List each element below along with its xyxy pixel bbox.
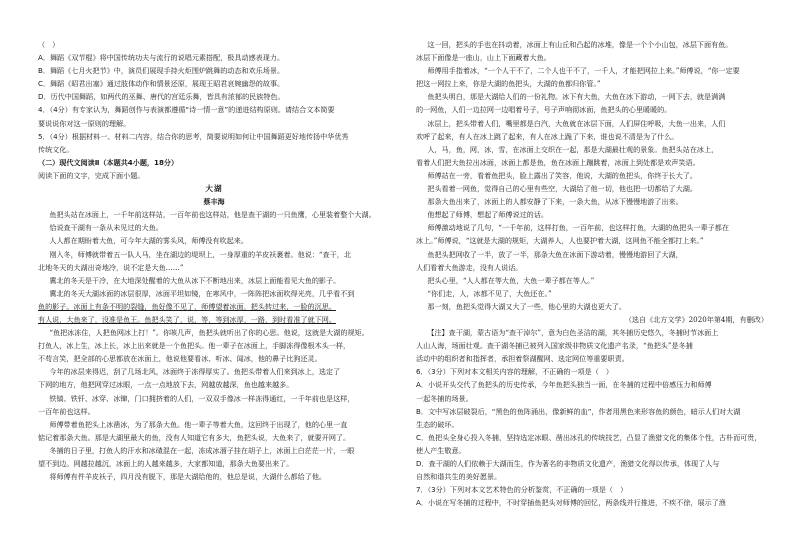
option-d: D．历代中国舞蹈，如两代的巫舞、唐代的宫廷乐舞，皆具有浓郁的民族特色。: [38, 92, 285, 102]
question-5-line1: 5．（4分）根据材料一、材料二内容，结合你的思考，简要说明如何让中国舞蹈更好地传扬中华优秀: [38, 131, 349, 141]
q7-option-a: A．小说在写冬捕的过程中，不时穿插鱼把头对师傅的回忆，两条线并行推进，不疾不徐，展示了渔: [416, 498, 726, 508]
paragraph: 把头看着一网鱼，觉得自己的心里有些空，大湖给了他一切，他也把一切都给了大湖。: [427, 184, 697, 194]
paragraph: 冬捕的日子里，打鱼人的汗水和冰碴混在一起，冻成冰溜子挂在胡子上，冰面上白茫茫一片，一眼: [49, 445, 355, 455]
paragraph-cont: 看着人们把大鱼拉出冰面，冰面上都是鱼，鱼在冰面上蹦跳着，冰面上到处都是欢声笑语。: [416, 157, 700, 167]
paragraph: 师傅站在一旁，看着鱼把头，脸上露出了笑容，他说，大湖的鱼把头，你终于长大了。: [427, 170, 697, 180]
paragraph-cont: 望不到边。网越拉越沉，冰面上的人越来越多，大家都知道，那条大鱼要出来了。: [38, 459, 294, 468]
paragraph: 冰层上，把头带着人们，嘴里都是白汽，大鱼就在冰层下面，人们屏住呼吸，大鱼一出来，人们: [427, 118, 726, 128]
question-stem: （ ）: [38, 40, 60, 49]
paragraph: 将师傅有件羊皮袄子，四月没有脱下，那是大湖给他的，他总是说，大湖什么都给了他。: [49, 472, 327, 482]
question-7: 7．（3分）下列对本文艺术特色的分析鉴赏，不正确的一项是（ ）: [416, 485, 628, 495]
paragraph-cont: 冰上。”师傅说，“这就是大湖的规矩，大湖养人，人也要护着大湖，这网鱼不能全都打上来。”: [416, 236, 704, 246]
paragraph-cont: 打鱼人，冰上生，冰上长，冰上出来就是一个鱼把头。他一辈子在冰面上，手脚冻得像根木头一样，: [38, 341, 351, 351]
q6-option-d-cont: 自然和谐共生的美好愿景。: [416, 472, 502, 482]
footnote: 【注】查干湖，蒙古语为“查干淖尔”，意为白色圣洁的湖，其冬捕历史悠久，冬捕时节冰面上: [427, 328, 719, 338]
paragraph: 人，马，鱼，网，冰，雪，在冰面上交织在一起，那是大湖最壮观的景象。鱼把头站在冰上，: [427, 144, 719, 154]
paragraph-cont: 北地冬天的大湖出奇地冷，说不定是大鱼……”: [38, 262, 184, 272]
story-title: 大湖: [205, 184, 223, 194]
q6-option-c: C．鱼把头全身心投入冬捕，坚持选定冰眼、凿出冰孔的传统技艺，凸显了渔猎文化的集体个性，古朴而可贵，: [416, 432, 762, 442]
paragraph-cont: 惦记着那条大鱼。那是大湖里最大的鱼，没有人知道它有多大，鱼把头说，大鱼来了，就要开网了。: [38, 432, 351, 442]
q6-option-d: D．查干湖的人们依赖于大湖而生，作为著名的非物质文化遗产，渔猎文化得以传承，体现了人与: [416, 459, 720, 468]
q6-option-a-cont: 一起冬捕的场景。: [416, 393, 473, 403]
q6-option-b-cont: 生态的破坏。: [416, 419, 459, 429]
paragraph: “你们走，人，冰都不见了，大鱼还在。”: [427, 288, 552, 298]
paragraph: 鱼把头站在冰面上，一千年前这样站，一百年前也这样站，他是查干湖的一只鱼鹰，心里装着整个大湖。: [49, 210, 376, 220]
question-6: 6．（3分）下列对本文相关内容的理解，不正确的一项是（ ）: [416, 367, 614, 377]
footnote-cont: 活动中的组织者和指挥者，承担着祭湖醒网、选定网位等重要职责。: [416, 354, 629, 364]
paragraph-cont: 的一网鱼，人们一边拉网一边唱着号子，号子声响彻冰面，鱼把头的心里暖暖的。: [416, 105, 672, 115]
q6-option-b: B．文中写冰层破裂后，“黑色的鱼阵涌出，像新鲜的血”，作者用黑色来形容鱼的颜色，暗示人们对大湖: [416, 406, 741, 416]
underlined-text: 鱼的影子。冰面上有条不明的裂缝，鱼好像不见了，师傅望着冰面，把头转过来，一脸的沉思。: [38, 301, 336, 311]
source-reference: （选自《北方文学》2020年第4期，有删改）: [624, 314, 768, 324]
paragraph: 那一刻，鱼把头觉得大湖又大了一些，他心里的大湖也更大了。: [427, 301, 626, 311]
left-column: [38, 38, 390, 483]
option-c: C．舞蹈《昭君出塞》通过肢体动作和情景还原，展现王昭君哀婉幽怨的故事。: [38, 79, 285, 89]
q6-option-c-cont: 使人产生敬意。: [416, 445, 466, 455]
question-4-line2: 要说说你对这一原则的理解。: [38, 118, 131, 128]
paragraph-cont: 欢呼了起来，有人在冰上跳了起来，有人在冰上跪了下来，谁也说不清是为了什么。: [416, 131, 679, 141]
paragraph: “鱼把冰冻住，人把鱼网冰上打！”。你咳几声，鱼把头就听出了你的心思。他说，这就是大湖的规矩。: [49, 328, 369, 338]
paragraph: 师傅激动地说了几句，“一千年前，这样打鱼，一百年前，也这样打鱼，大湖的鱼把头一辈子都在: [427, 223, 729, 233]
underlined-text: 有人说，大鱼来了，没准是鱼王。鱼把头笑了，说，等，等到冰厚，一路，到时看准了就下网。: [38, 314, 336, 324]
paragraph: 师傅带着鱼把头上冰凿冰，为了那条大鱼。他一辈子等着大鱼，这回终于出现了，他的心里一直: [49, 419, 348, 429]
option-b: B．舞蹈《七月火把节》中，演员们展现手持火炬围炉跳舞的动态和欢乐场景。: [38, 66, 285, 76]
paragraph: 鱼把头把网收了一半，放了一半，那条大鱼在冰面下游动着，慢慢地游回了大湖，: [427, 249, 683, 259]
paragraph-cont: 人们看着大鱼游走，没有人说话。: [416, 262, 523, 272]
paragraph-cont: 冰层下面像是一座山，山上下面藏着大鱼。: [416, 53, 551, 63]
paragraph-cont: 把这一网拉上来，你是大湖的鱼把头，大湖的鱼都归你管。”: [416, 79, 601, 89]
paragraph: 鱼把头明白，那是大湖给人们的一份礼物。冰下有大鱼，大鱼在冰下游动，一网下去，就是满满: [427, 92, 726, 102]
instruction: 阅读下面的文字，完成下面小题。: [38, 170, 145, 180]
paragraph: 他想起了师傅，想起了师傅说过的话。: [427, 210, 548, 220]
footnote-cont: 人山人海，场面壮观。查干湖冬捕已被列入国家级非物质文化遗产名录，“鱼把头”是冬捕: [416, 341, 693, 351]
paragraph: 恰说查干湖有一条从未见过的大鱼。: [49, 223, 163, 233]
paragraph: 把头心里，“人人都在等大鱼，大鱼一辈子都在等人。”: [427, 275, 595, 285]
q6-option-a: A．小说开头交代了鱼把头的历史传承，今年鱼把头独当一面，在冬捕的过程中倍感压力和师傅: [416, 380, 712, 390]
section-heading: （二）现代文阅读Ⅱ（本题共4小题，18分）: [38, 157, 179, 167]
paragraph: 师傅用手指着冰，“一个人干不了，二个人也干不了，一千人，才能把网拉上来。”师傅说，“你一定要: [427, 66, 740, 76]
paragraph: 铁镐、铁钎、冰穿、冰镩，门口拥挤着的人们，一双双手像冰一样冻得通红，一千年前也是这样，: [49, 393, 355, 403]
right-column: [416, 38, 768, 509]
question-4-line1: 4．（4分）有专家认为，舞蹈创作与表演都遵循“诗一情一意”的递进结构原则。请结合文本简要: [38, 105, 335, 115]
paragraph-cont: 一百年前也这样。: [38, 406, 95, 416]
question-5-line2: 传统文化。: [38, 144, 74, 154]
paragraph: 冀北的冬天是干冷，在大地深处醒着的大鱼从冰下不断地出来，冰层上面能看见大鱼的影子。: [49, 275, 341, 285]
paragraph: 今年的冰层来得迟，刮了几场北风，冰面终于冻得厚实了。鱼把头带着人们来到冰上，选定了: [49, 367, 341, 377]
paragraph: 这一回，把头的手也在抖动着，冰面上有山丘和凸起的冰堆，像是一个个小山包，冰层下面有鱼。: [427, 40, 733, 49]
paragraph: 刚入冬，师傅就带着五一队人马，坐在湖边的堤坝上，一身厚重的羊皮袄裹着。他说：“查干，北: [49, 249, 351, 259]
paragraph-cont: 下网的地方，他把网穿过冰眼，一点一点地放下去，网越放越深，鱼也越来越多。: [38, 380, 294, 390]
option-a: A．舞蹈《双节棍》将中国传统功夫与流行的说唱元素搭配，极具动感表现力。: [38, 53, 285, 63]
paragraph: 那条大鱼出来了，冰面上的人都安静了下来，一条大鱼，从冰下慢慢地游了出来。: [427, 197, 683, 207]
paragraph: 冀北的冬天大湖冰面的冰层很厚，冰面平坦如镜，在寒风中，一阵阵把冰面吹得光亮，几乎看不到: [49, 288, 355, 298]
paragraph-cont: 不苟言笑，把全部的心思都放在冰面上，他说他要看冰、听冰、闻冰，他的鼻子比狗还灵。: [38, 354, 322, 364]
paragraph: 人人都在期盼着大鱼，可今年大湖的雾头风，师傅没有吹起来。: [49, 236, 248, 246]
story-author: 蔡丰海: [203, 197, 225, 207]
